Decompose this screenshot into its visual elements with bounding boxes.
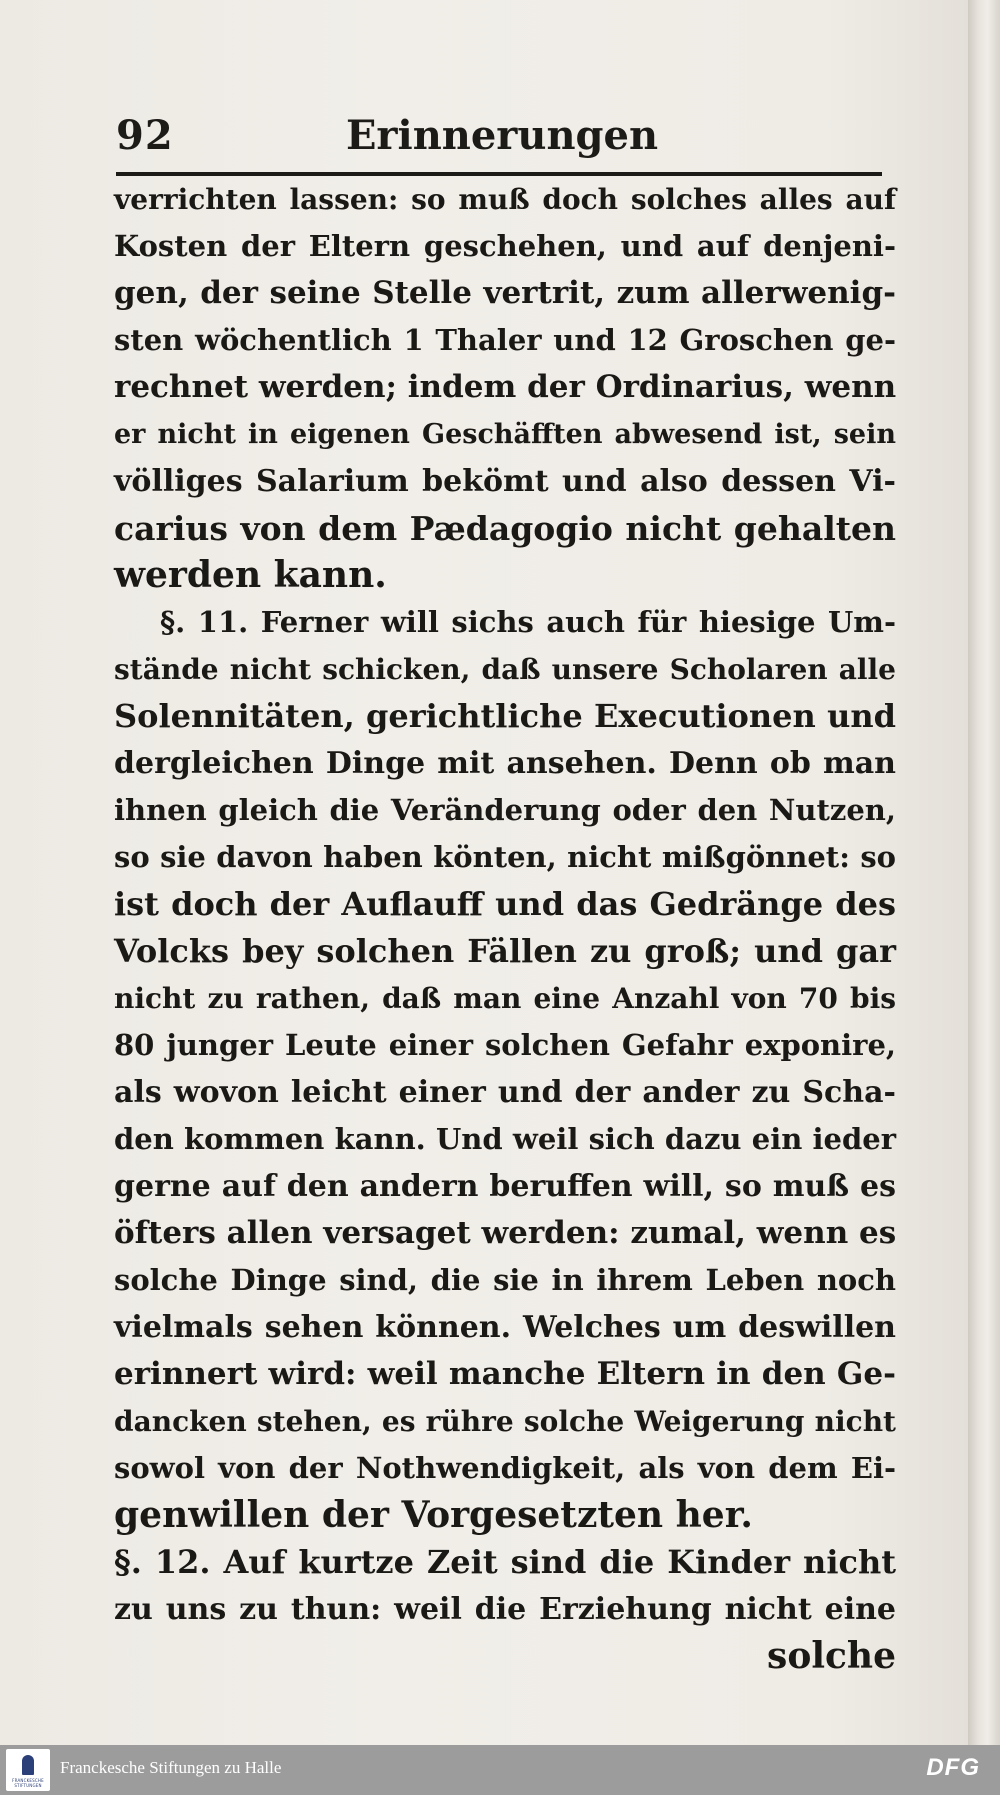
text-line: völliges Salarium bekömt und also dessen Vi- — [114, 464, 896, 499]
running-title: Erinnerungen — [345, 112, 659, 159]
text-line: stände nicht schicken, daß unsere Scholaren alle — [114, 653, 896, 686]
text-line: verrichten lassen: so muß doch solches alles auf — [114, 183, 896, 216]
text-line: sowol von der Nothwendigkeit, als von dem Ei- — [114, 1451, 896, 1485]
text-line: werden kann. — [114, 554, 387, 596]
building-icon — [22, 1755, 34, 1775]
text-line: gen, der seine Stelle vertrit, zum allerwenig- — [114, 275, 896, 311]
text-line: den kommen kann. Und weil sich dazu ein ieder — [114, 1122, 896, 1156]
text-line: Kosten der Eltern geschehen, und auf denjeni- — [114, 229, 896, 263]
text-line: sten wöchentlich 1 Thaler und 12 Groschen ge- — [114, 323, 896, 357]
body-text — [114, 176, 896, 1680]
text-line: solche Dinge sind, die sie in ihrem Leben noch — [114, 1263, 896, 1297]
page-edge — [968, 0, 1000, 1745]
institution-name[interactable]: Franckesche Stiftungen zu Halle — [60, 1758, 282, 1777]
text-line: dergleichen Dinge mit ansehen. Denn ob man — [114, 746, 896, 781]
text-line: Solennitäten, gerichtliche Executionen und — [114, 697, 896, 735]
text-line: vielmals sehen können. Welches um deswillen — [114, 1310, 896, 1345]
catchword: solche — [767, 1635, 896, 1677]
text-line: carius von dem Pædagogio nicht gehalten — [114, 509, 896, 548]
text-line: so sie davon haben könten, nicht mißgönnet: so — [114, 840, 896, 874]
text-line: öfters allen versaget werden: zumal, wenn es — [114, 1215, 897, 1251]
dfg-logo[interactable]: DFG — [926, 1754, 980, 1781]
text-line: gerne auf den andern beruffen will, so muß es — [114, 1169, 896, 1204]
text-line: als wovon leicht einer und der ander zu Scha- — [114, 1075, 896, 1110]
text-line: nicht zu rathen, daß man eine Anzahl von 70 bis — [114, 982, 896, 1015]
text-line: er nicht in eigenen Geschäfften abwesend ist, sein — [114, 419, 896, 450]
paragraph-start-line: §. 12. Auf kurtze Zeit sind die Kinder nicht — [114, 1543, 896, 1581]
text-line: rechnet werden; indem der Ordinarius, wenn — [114, 369, 897, 405]
footer-bar — [0, 1745, 1000, 1795]
text-line: dancken stehen, es rühre solche Weigerung nicht — [114, 1405, 896, 1438]
franckesche-logo[interactable] — [6, 1749, 50, 1791]
text-line: ist doch der Auflauff und das Gedränge des — [114, 885, 896, 923]
page-header — [116, 112, 888, 168]
text-line: erinnert wird: weil manche Eltern in den Ge- — [114, 1356, 896, 1392]
text-line: zu uns zu thun: weil die Erziehung nicht eine — [114, 1592, 896, 1627]
text-line: 80 junger Leute einer solchen Gefahr exponire, — [114, 1028, 896, 1062]
text-line: Volcks bey solchen Fällen zu groß; und gar — [114, 932, 896, 970]
page-number: 92 — [116, 112, 174, 159]
paragraph-start-line: §. 11. Ferner will sichs auch für hiesige Um- — [160, 605, 896, 639]
text-line: ihnen gleich die Veränderung oder den Nutzen, — [114, 793, 896, 827]
text-line: genwillen der Vorgesetzten her. — [114, 1494, 753, 1536]
logo-text: FRANCKESCHE STIFTUNGEN — [12, 1778, 44, 1788]
